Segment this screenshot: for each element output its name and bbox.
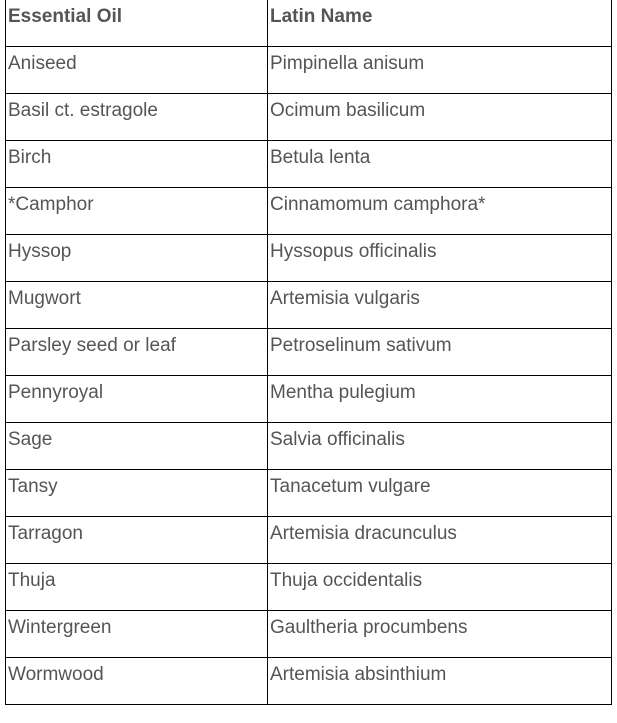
latin-name-cell: Cinnamomum camphora* bbox=[268, 188, 612, 235]
latin-name-cell: Betula lenta bbox=[268, 141, 612, 188]
table-row bbox=[6, 141, 612, 188]
essential-oil-cell: Mugwort bbox=[6, 282, 268, 329]
essential-oils-table bbox=[5, 0, 612, 705]
latin-name-cell: Ocimum basilicum bbox=[268, 94, 612, 141]
essential-oil-cell: Wintergreen bbox=[6, 611, 268, 658]
essential-oil-cell: Birch bbox=[6, 141, 268, 188]
latin-name-cell: Tanacetum vulgare bbox=[268, 470, 612, 517]
table-row bbox=[6, 188, 612, 235]
table-row bbox=[6, 329, 612, 376]
latin-name-cell: Artemisia vulgaris bbox=[268, 282, 612, 329]
essential-oil-cell: Tansy bbox=[6, 470, 268, 517]
table-row bbox=[6, 611, 612, 658]
essential-oil-cell: Hyssop bbox=[6, 235, 268, 282]
header-essential-oil: Essential Oil bbox=[6, 0, 268, 47]
essential-oil-cell: Basil ct. estragole bbox=[6, 94, 268, 141]
table-header bbox=[6, 0, 612, 47]
table-row bbox=[6, 658, 612, 705]
table-row bbox=[6, 47, 612, 94]
essential-oil-cell: Wormwood bbox=[6, 658, 268, 705]
table-row bbox=[6, 235, 612, 282]
essential-oil-cell: Pennyroyal bbox=[6, 376, 268, 423]
essential-oil-cell: Tarragon bbox=[6, 517, 268, 564]
essential-oil-cell: *Camphor bbox=[6, 188, 268, 235]
essential-oil-cell: Aniseed bbox=[6, 47, 268, 94]
table-row bbox=[6, 423, 612, 470]
header-row bbox=[6, 0, 612, 47]
table-row bbox=[6, 94, 612, 141]
header-latin-name: Latin Name bbox=[268, 0, 612, 47]
table-body bbox=[6, 47, 612, 705]
latin-name-cell: Petroselinum sativum bbox=[268, 329, 612, 376]
table-row bbox=[6, 376, 612, 423]
latin-name-cell: Hyssopus officinalis bbox=[268, 235, 612, 282]
table-row bbox=[6, 564, 612, 611]
latin-name-cell: Artemisia absinthium bbox=[268, 658, 612, 705]
latin-name-cell: Pimpinella anisum bbox=[268, 47, 612, 94]
latin-name-cell: Mentha pulegium bbox=[268, 376, 612, 423]
table-row bbox=[6, 282, 612, 329]
essential-oil-cell: Sage bbox=[6, 423, 268, 470]
latin-name-cell: Thuja occidentalis bbox=[268, 564, 612, 611]
latin-name-cell: Artemisia dracunculus bbox=[268, 517, 612, 564]
latin-name-cell: Gaultheria procumbens bbox=[268, 611, 612, 658]
latin-name-cell: Salvia officinalis bbox=[268, 423, 612, 470]
table-row bbox=[6, 517, 612, 564]
essential-oil-cell: Parsley seed or leaf bbox=[6, 329, 268, 376]
essential-oil-cell: Thuja bbox=[6, 564, 268, 611]
table-row bbox=[6, 470, 612, 517]
